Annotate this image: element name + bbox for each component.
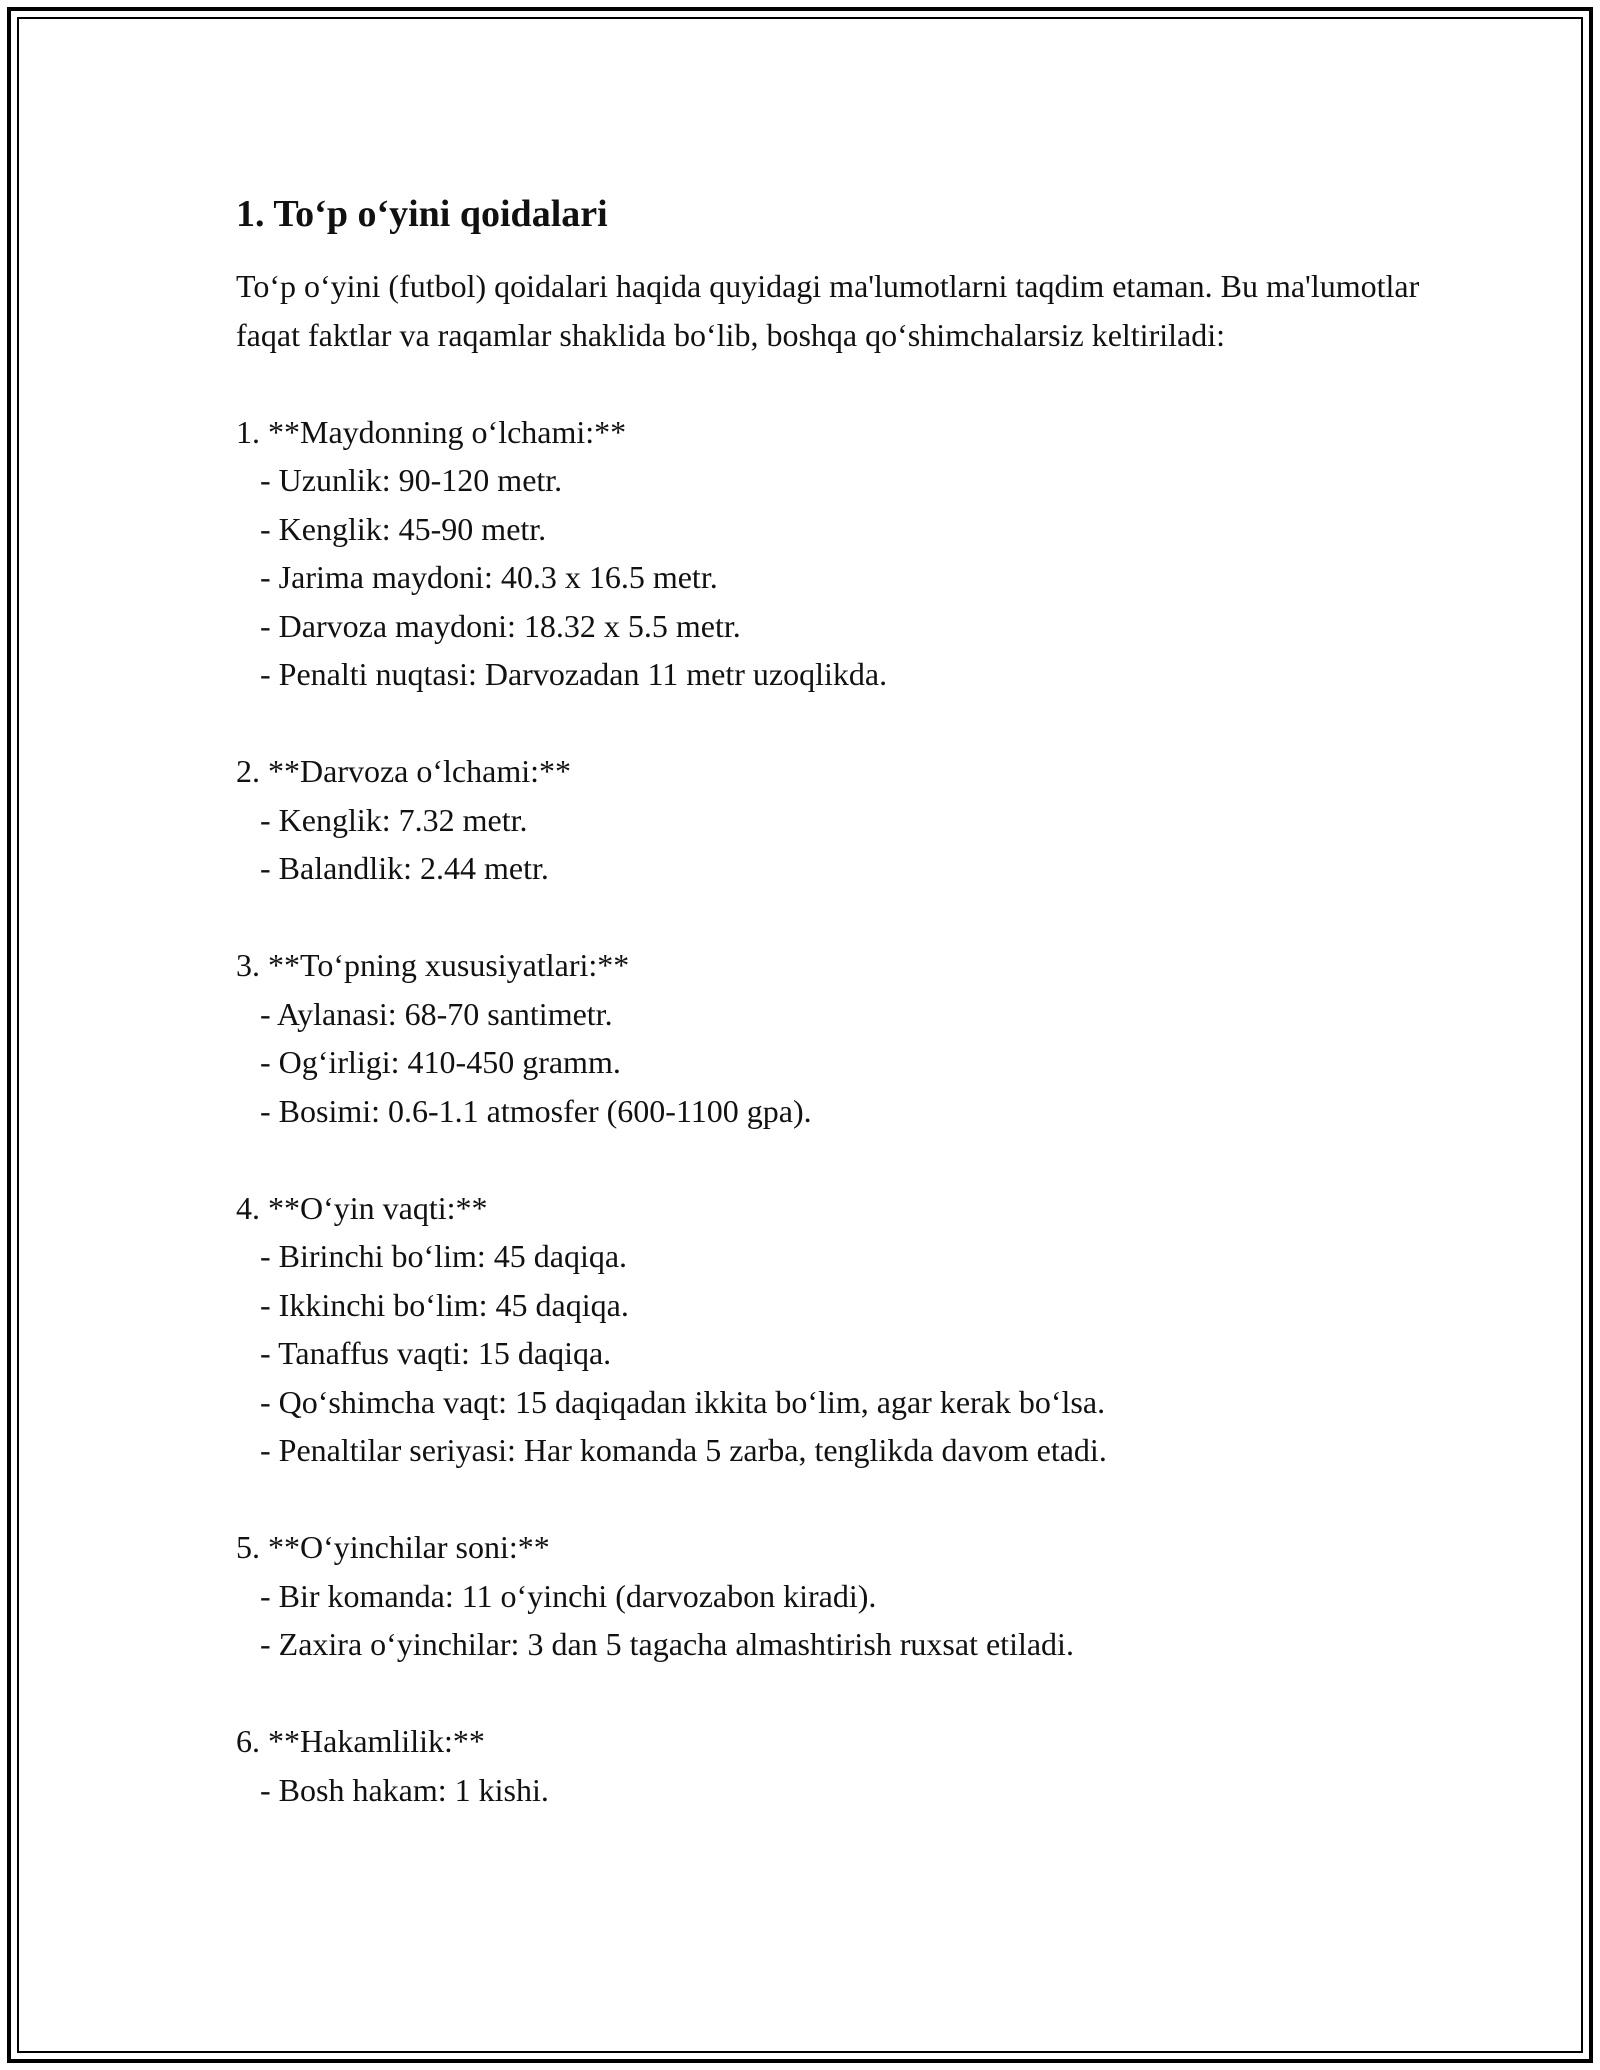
section-refereeing [236, 1717, 1436, 1814]
document-title: 1. To‘p o‘yini qoidalari [236, 193, 608, 235]
list-item: - Darvoza maydoni: 18.32 x 5.5 metr. [236, 607, 741, 644]
section-goal-dimensions [236, 747, 1436, 893]
list-item: - Bosimi: 0.6-1.1 atmosfer (600-1100 gpa). [236, 1092, 812, 1129]
section-heading: 4. **O‘yin vaqti:** [236, 1189, 488, 1226]
list-item: - Og‘irligi: 410-450 gramm. [236, 1044, 621, 1080]
list-item: - Tanaffus vaqti: 15 daqiqa. [236, 1335, 612, 1371]
list-item: - Aylanasi: 68-70 santimetr. [236, 995, 613, 1032]
section-match-time [236, 1184, 1436, 1475]
section-heading: 2. **Darvoza o‘lchami:** [236, 753, 571, 789]
section-ball-properties [236, 941, 1436, 1135]
intro-paragraph: To‘p o‘yini (futbol) qoidalari haqida quyidagi ma'lumotlarni taqdim etaman. Bu ma'lumotlar faqat faktlar va raqamlar shaklida bo‘lib, boshqa qo‘shimchalarsiz keltiriladi: [236, 268, 1420, 353]
list-item: - Balandlik: 2.44 metr. [236, 850, 549, 886]
list-item: - Bir komanda: 11 o‘yinchi (darvozabon kiradi). [236, 1577, 877, 1614]
list-item: - Qo‘shimcha vaqt: 15 daqiqadan ikkita bo‘lim, agar kerak bo‘lsa. [236, 1383, 1106, 1420]
section-field-dimensions [236, 408, 1436, 699]
list-item: - Kenglik: 7.32 metr. [236, 801, 528, 838]
list-item: - Ikkinchi bo‘lim: 45 daqiqa. [236, 1286, 629, 1323]
list-item: - Birinchi bo‘lim: 45 daqiqa. [236, 1238, 628, 1274]
section-player-count [236, 1523, 1436, 1669]
section-heading: 6. **Hakamlilik:** [236, 1723, 485, 1759]
list-item: - Penalti nuqtasi: Darvozadan 11 metr uzoqlikda. [236, 656, 888, 692]
section-heading: 3. **To‘pning xususiyatlari:** [236, 947, 630, 983]
list-item: - Uzunlik: 90-120 metr. [236, 462, 563, 498]
list-item: - Penaltilar seriyasi: Har komanda 5 zarba, tenglikda davom etadi. [236, 1432, 1107, 1468]
list-item: - Kenglik: 45-90 metr. [236, 510, 547, 547]
document-body [236, 186, 1436, 1814]
section-heading: 5. **O‘yinchilar soni:** [236, 1529, 550, 1565]
list-item: - Zaxira o‘yinchilar: 3 dan 5 tagacha almashtirish ruxsat etiladi. [236, 1626, 1074, 1662]
list-item: - Jarima maydoni: 40.3 x 16.5 metr. [236, 559, 718, 595]
list-item: - Bosh hakam: 1 kishi. [236, 1771, 549, 1808]
section-heading: 1. **Maydonning o‘lchami:** [236, 413, 627, 450]
